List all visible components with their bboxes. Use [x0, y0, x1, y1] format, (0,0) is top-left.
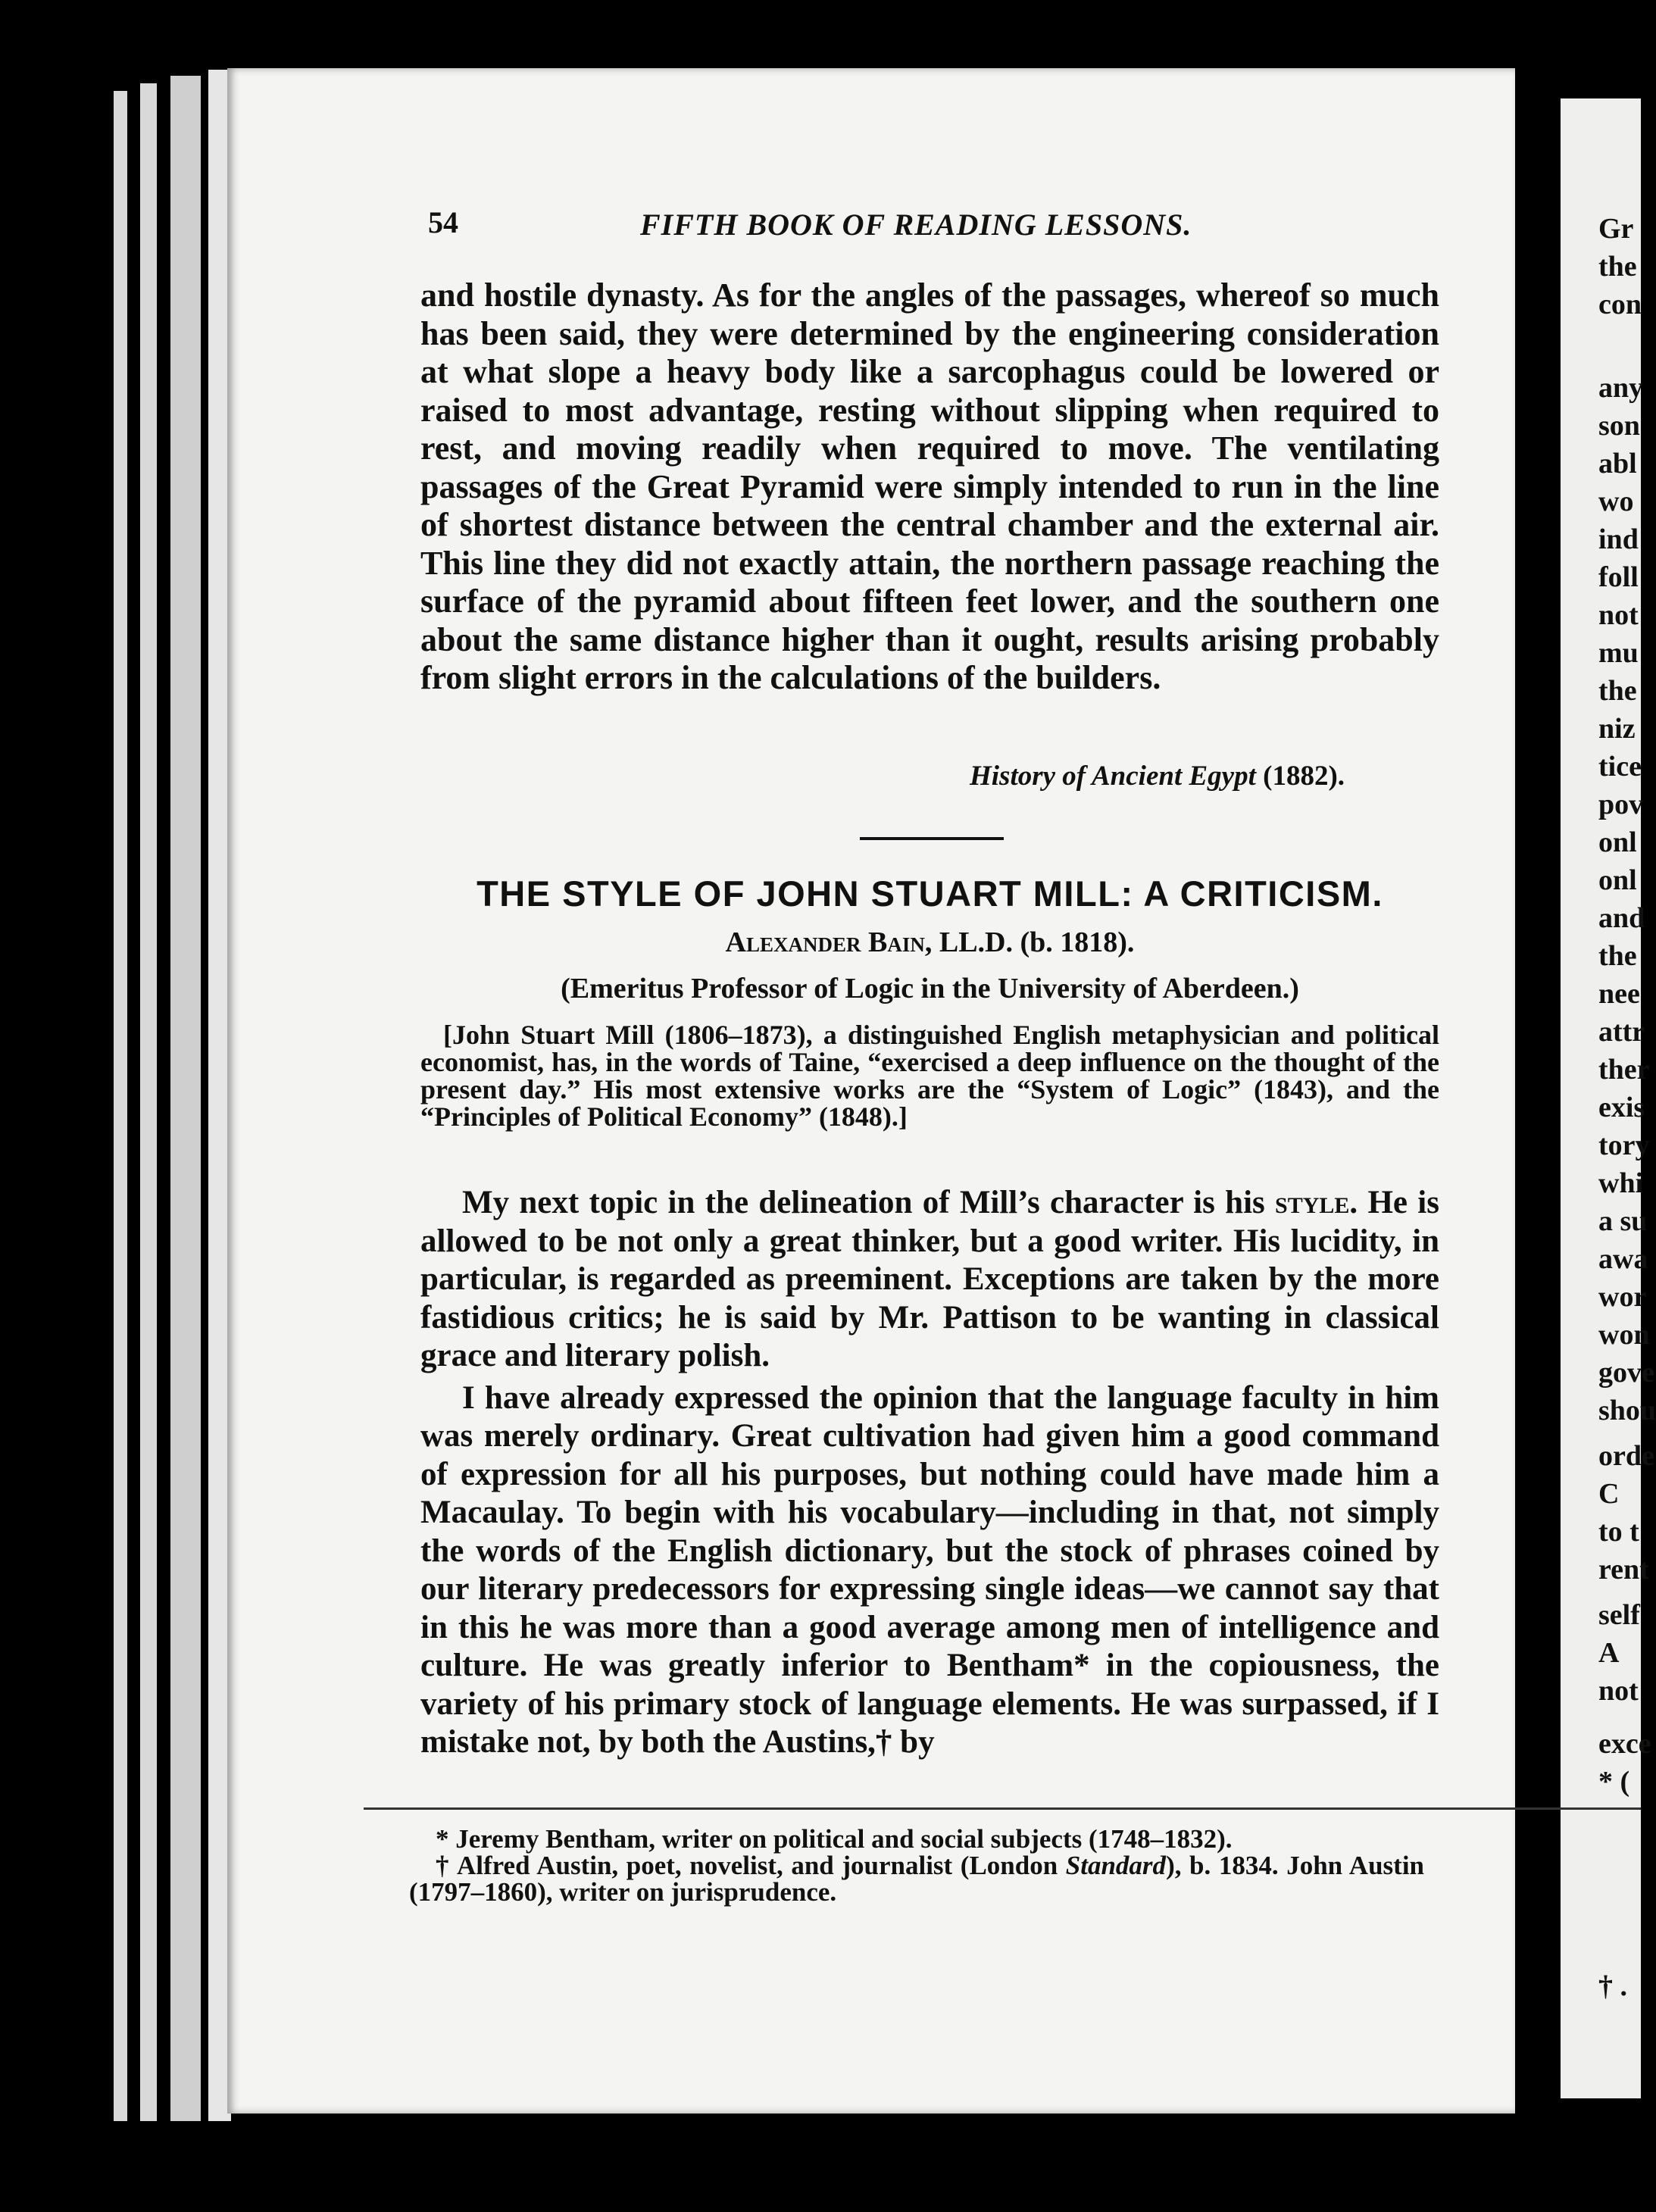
facing-page-fragment: niz — [1598, 713, 1636, 745]
facing-page-fragment: the — [1598, 940, 1637, 972]
source-attribution — [970, 760, 1345, 792]
facing-page-fragment: rent — [1598, 1554, 1649, 1586]
page-number: 54 — [428, 205, 458, 239]
book-edge — [114, 91, 127, 2121]
facing-page — [1561, 98, 1656, 2098]
keyword: style. — [1275, 1185, 1358, 1220]
facing-page-fragment: gove — [1598, 1357, 1654, 1389]
continuation-text — [420, 276, 1439, 698]
intro-note — [420, 1021, 1439, 1130]
article-body — [420, 1184, 1439, 1762]
facing-page-fragment: awa — [1598, 1243, 1648, 1275]
facing-page-fragment: tice — [1598, 751, 1642, 783]
facing-page-fragment: ind — [1598, 523, 1639, 555]
facing-page-fragment: shou — [1598, 1395, 1656, 1426]
facing-page-fragment: not — [1598, 1675, 1639, 1707]
facing-page-fragment: attr — [1598, 1016, 1645, 1048]
running-head — [428, 207, 1192, 242]
facing-page-fragment: orde — [1598, 1440, 1654, 1472]
facing-page-fragment: self — [1598, 1599, 1640, 1631]
book-edge — [140, 83, 157, 2121]
paragraph-text: My next topic in the delineation of Mill’s character is his — [462, 1185, 1265, 1220]
facing-page-fragment: A — [1598, 1637, 1620, 1669]
footnotes — [409, 1826, 1424, 1905]
book-edge — [170, 76, 201, 2121]
facing-page-fragment: onl — [1598, 864, 1637, 896]
source-work: History of Ancient Egypt — [970, 761, 1256, 792]
article-author — [420, 926, 1439, 959]
facing-page-fragment: son — [1598, 410, 1640, 442]
facing-page-fragment: and — [1598, 902, 1645, 934]
facing-page-fragment: exce — [1598, 1728, 1651, 1760]
facing-page-fragment: C — [1598, 1478, 1620, 1510]
author-degree: , LL.D. (b. 1818). — [924, 926, 1135, 958]
facing-page-fragment: any — [1598, 372, 1644, 404]
facing-page-fragment: Gr — [1598, 213, 1634, 245]
footnote-text: ), b. 1834. John Austin (1797–1860), writer on jurisprudence. — [409, 1851, 1425, 1907]
section-divider — [860, 837, 1004, 840]
facing-page-fragment: not — [1598, 599, 1639, 631]
facing-page-fragment: tory — [1598, 1129, 1650, 1161]
paragraph-text: He is allowed to be not only a great thinker, but a good writer. His lucidity, in particular, is regarded as preeminent. Exceptions are taken by the more fastidious critics; he is said by Mr. Pattison to be wanting in classical grace and literary polish. — [420, 1185, 1439, 1373]
article-title: THE STYLE OF JOHN STUART MILL: A CRITICISM. — [476, 873, 1383, 914]
facing-page-fragment: to t — [1598, 1516, 1639, 1548]
footnote: * Jeremy Bentham, writer on political and social subjects (1748–1832). — [436, 1824, 1233, 1854]
paragraph: and hostile dynasty. As for the angles of the passages, whereof so much has been said, they were determined by the engineering consideration at what slope a heavy body like a sarcophagus could be lowered or raised to most advantage, resting without slipping when required to rest, and moving readily when required to move. The ventilating passages of the Great Pyramid were simply intended to run in the line of shortest distance between the central chamber and the external air. This line they did not exactly attain, the northern passage reaching the surface of the pyramid about fifteen feet lower, and the southern one about the same distance higher than it ought, results arising probably from slight errors in the calculations of the builders. — [420, 276, 1439, 696]
facing-page-fragment: a su — [1598, 1205, 1648, 1237]
facing-page-fragment: ther — [1598, 1054, 1650, 1086]
paragraph — [420, 1184, 1439, 1376]
facing-page-fragment: † . — [1598, 1970, 1627, 2002]
footnote-text: † Alfred Austin, poet, novelist, and journalist (London — [436, 1851, 1058, 1880]
facing-page-fragment: foll — [1598, 561, 1639, 593]
author-name: Alexander Bain — [725, 926, 925, 958]
running-head-title: FIFTH BOOK OF READING LESSONS. — [640, 208, 1192, 242]
facing-page-fragment: mu — [1598, 637, 1639, 669]
facing-page-fragment: wor — [1598, 1281, 1647, 1313]
facing-page-fragment: pov — [1598, 789, 1644, 820]
footnote-divider — [364, 1807, 1641, 1810]
intro-note-text: [John Stuart Mill (1806–1873), a distinguished English metaphysician and political economist, has, in the words of Taine, “exercised a deep influence on the thought of the present day.” His most extensive works are the “System of Logic” (1843), and the “Principles of Political Economy” (1848).] — [420, 1020, 1439, 1132]
facing-page-fragment: the — [1598, 675, 1637, 707]
footnote — [409, 1852, 1424, 1905]
facing-page-fragment: nee — [1598, 978, 1640, 1010]
paragraph: I have already expressed the opinion that the language faculty in him was merely ordinary. Great cultivation had given him a good command of expression for all his purposes, but nothing could have made him a Macaulay. To begin with his vocabulary—including in that, not simply the words of the English dictionary, but the stock of phrases coined by our literary predecessors for expressing single ideas—we cannot say that in this he was more than a good average among men of intelligence and culture. He was greatly inferior to Bentham* in the copiousness, the variety of his primary stock of language elements. He was surpassed, if I mistake not, by both the Austins,† by — [420, 1379, 1439, 1760]
facing-page-fragment: * ( — [1598, 1766, 1630, 1798]
facing-page-fragment: the — [1598, 251, 1637, 283]
facing-page-fragment: wo — [1598, 486, 1634, 517]
facing-page-fragment: won — [1598, 1319, 1650, 1351]
facing-page-fragment: whi — [1598, 1167, 1644, 1199]
facing-page-fragment: con — [1598, 289, 1642, 320]
source-year: (1882). — [1263, 761, 1345, 792]
facing-page-fragment: onl — [1598, 826, 1637, 858]
footnote-italic: Standard — [1065, 1851, 1167, 1880]
facing-page-fragment: exis — [1598, 1092, 1645, 1123]
facing-page-fragment: abl — [1598, 448, 1637, 480]
author-affiliation: (Emeritus Professor of Logic in the University of Aberdeen.) — [561, 973, 1299, 1004]
